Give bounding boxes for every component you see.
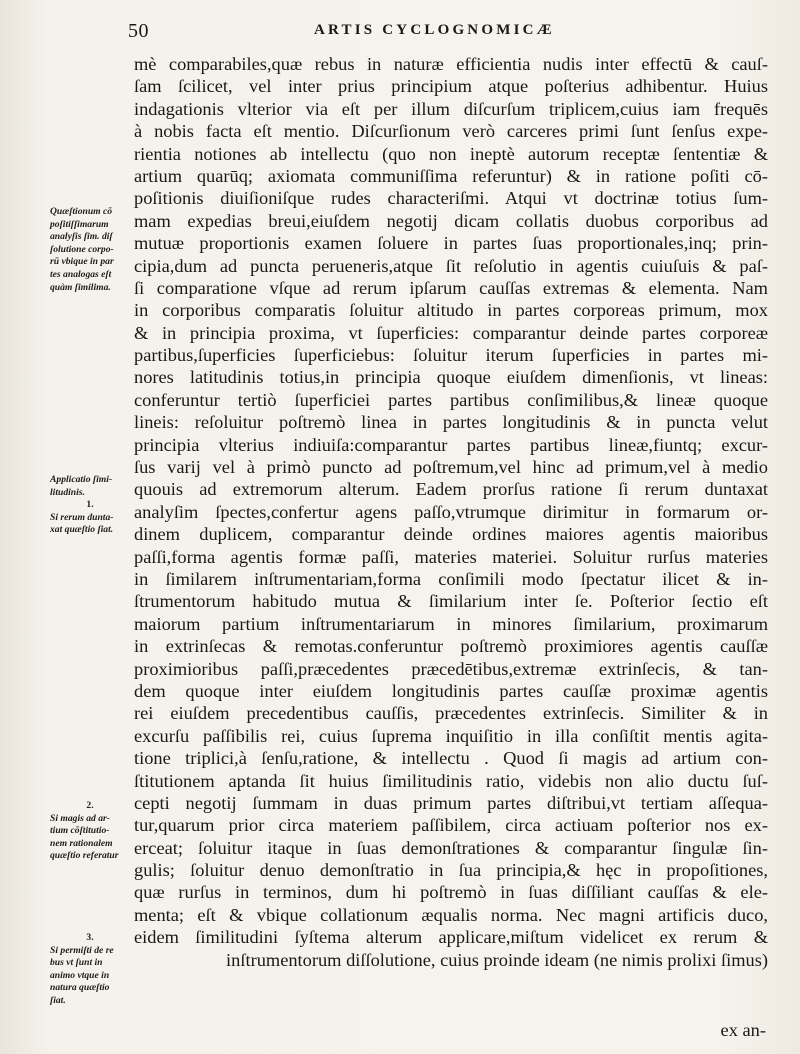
margin-note-mixed [50,932,130,1008]
margin-note-line: tes analogas eſt [50,268,112,280]
text-line: ſam ſcilicet, vel inter prius principium atque poſterius adhibentur. Huius [134,76,768,97]
margin-note-line: analyſis ſim. diſ [50,231,113,243]
main-text-block [134,53,768,971]
margin-note-line: Si rerum dunta- [50,511,114,523]
text-line: artium quarūq; axiomata communiſſima referuntur) & in ratione poſiti cō- [134,165,768,186]
text-line: mè comparabiles,quæ rebus in naturæ efficientia nudis inter effectū & cauſ- [134,54,768,74]
margin-note-line: tium cōſtitutio- [50,825,110,837]
text-line: poſitionis diuiſioniſque rudes characteriſmi. Atqui vt doctrinæ totius ſum- [134,188,768,209]
text-line: inſtrumentorum diſſolutione, cuius proinde ideam (ne nimis prolixi ſimus) [226,949,768,970]
margin-note-line: poſitiſſimarum [50,218,109,230]
margin-note-line: quæſtio referatur [50,850,119,862]
text-line: principia vlterius indiuiſa:comparantur partes partibus lineæ,fiuntq; excur- [134,434,768,455]
text-line: ſtitutionem aptanda ſit huius ſimilitudinis ratio, videbis non alio ductu ſuſ- [134,770,768,791]
text-line: lineis: reſoluitur poſtremò linea in partes longitudinis & in puncta velut [134,412,768,433]
text-line: cepti negotij ſummam in duas primum partes diſtribui,vt tertiam aſſequa- [134,792,768,813]
text-line: tione triplici,à ſenſu,ratione, & intellectu . Quod ſi magis ad artium con- [134,748,768,769]
text-line: paſſi,forma agentis formæ paſſi, materies materiei. Soluitur rurſus materies [134,546,768,567]
text-line: à nobis facta eſt mentio. Diſcurſionum verò carceres primi ſunt ſenſus expe- [134,121,768,142]
text-line: ſus varij vel à primò puncto ad poſtremum,vel hinc ad primum,vel à medio [134,457,768,478]
margin-note-line: natura quæſtio [50,982,110,994]
text-line: erceat; ſoluitur itaque in ſuas demonſtrationes & comparantur ſingulæ ſin- [134,837,768,858]
text-line: quouis ad extremorum alterum. Eadem prorſus ratione ſi rerum duntaxat [134,479,768,500]
margin-note-line: nem rationalem [50,837,113,849]
catchword: ex an- [720,1020,766,1040]
text-line: gulis; ſoluitur denuo demonſtratio in ſua principia,& hęc in propoſitiones, [134,860,768,881]
margin-note-line: Si magis ad ar- [50,812,110,824]
text-line: & in principia proxima, vt ſuperficies: comparantur deinde partes corporeæ [134,322,768,343]
text-line: analyſim ſpectes,confertur agens paſſo,vtrumque dirimitur in formarum or- [134,501,768,522]
text-line: rei eiuſdem precedentibus cauſſis, præcedentes extrinſecis. Similiter & in [134,703,768,724]
text-line: conferuntur tertiò ſuperficiei partes partibus conſimilibus,& lineæ quoque [134,389,768,410]
margin-note-arts [50,800,130,863]
text-line: nores latitudinis totius,in principia quoque eiuſdem dimenſionis, vt lineas: [134,367,768,388]
text-line: in extrinſecas & remotas.conferuntur poſtremò proximiores agentis cauſſæ [134,636,768,657]
margin-note-line: Applicatio ſimi- [50,474,113,485]
running-title: ARTIS CYCLOGNOMICÆ [314,22,555,38]
text-line: ſtrumentorum habitudo mutua & ſimilarium inter ſe. Poſterior ſectio eſt [134,591,768,612]
margin-note-line: xat quæſtio ſiat. [50,524,114,536]
margin-note-line: animo vtque in [50,969,110,981]
margin-note-line: quàm ſimilima. [50,281,111,293]
text-line: proximioribus paſſi,præcedentes præcedētibus,extremæ extrinſecis, & tan- [134,658,768,679]
page-header [128,18,628,48]
text-line: quæ rurſus in terminos, dum hi poſtremò in ſuas diſſiliant cauſſas & ele- [134,882,768,903]
margin-note-questions [50,206,130,294]
text-line: dem quoque inter eiuſdem longitudinis partes cauſſæ proximæ agentis [134,680,768,701]
text-line: tur,quarum prior circa materiem paſſibilem, circa actiuam poſterior nos ex- [134,815,768,836]
text-line: excurſu paſſibilis rei, cuius ſuprema inquiſitio in illa conſiſtit mentis agita- [134,725,768,746]
margin-note-line: ſolutione corpo- [50,243,114,255]
margin-note-line: 1. [86,499,94,511]
margin-note-line: 2. [86,800,94,811]
text-line: maiorum partium inſtrumentariarum in minores ſimilarium, proximarum [134,613,768,634]
text-line: ſi comparatione vſque ad rerum ipſarum cauſſas extremas & elementa. Nam [134,277,768,298]
margin-note-line: Quæſtionum cō [50,206,113,217]
margin-note-line: bus vt ſunt in [50,957,103,969]
margin-note-line: rū vbique in par [50,256,114,268]
text-line: partibus,ſuperficies ſuperficiebus: ſoluitur iterum ſuperficies in partes mi- [134,345,768,366]
text-line: menta; eſt & vbique collationum æqualis norma. Nec magni artificis duco, [134,904,768,925]
margin-note-line: ſiat. [50,994,66,1006]
text-line: eidem ſimilitudini ſyſtema alterum applicare,miſtum videlicet ex rerum & [134,927,768,948]
text-line: in corporibus comparatis ſoluitur altitudo in partes corporeas primum, mox [134,300,768,321]
text-line: dinem duplicem, comparantur deinde ordines maiores agentis maioribus [134,524,768,545]
text-line: cipia,dum ad puncta perueneris,atque ſit reſolutio in agentis cuiuſuis & paſ- [134,255,768,276]
margin-note-application [50,474,130,537]
margin-note-line: litudinis. [50,486,85,498]
margin-note-line: Si permiſti de re [50,944,114,956]
text-line: mutuæ proportionis examen ſoluere in partes ſuas proportionales,inq; prin- [134,233,768,254]
text-line: rientia notiones ab intellectu (quo non ineptè autorum receptæ ſententiæ & [134,143,768,164]
text-line: mam expedias breui,eiuſdem negotij dicam collatis duobus corporibus ad [134,210,768,231]
text-line: indagationis vlterior via eſt per illum diſcurſum triplicem,cuius iam frequēs [134,98,768,119]
margin-note-line: 3. [86,932,94,943]
text-line: in ſimilarem inſtrumentariam,forma conſimili modo ſpectatur ilicet & in- [134,568,768,589]
page-number: 50 [128,20,149,42]
